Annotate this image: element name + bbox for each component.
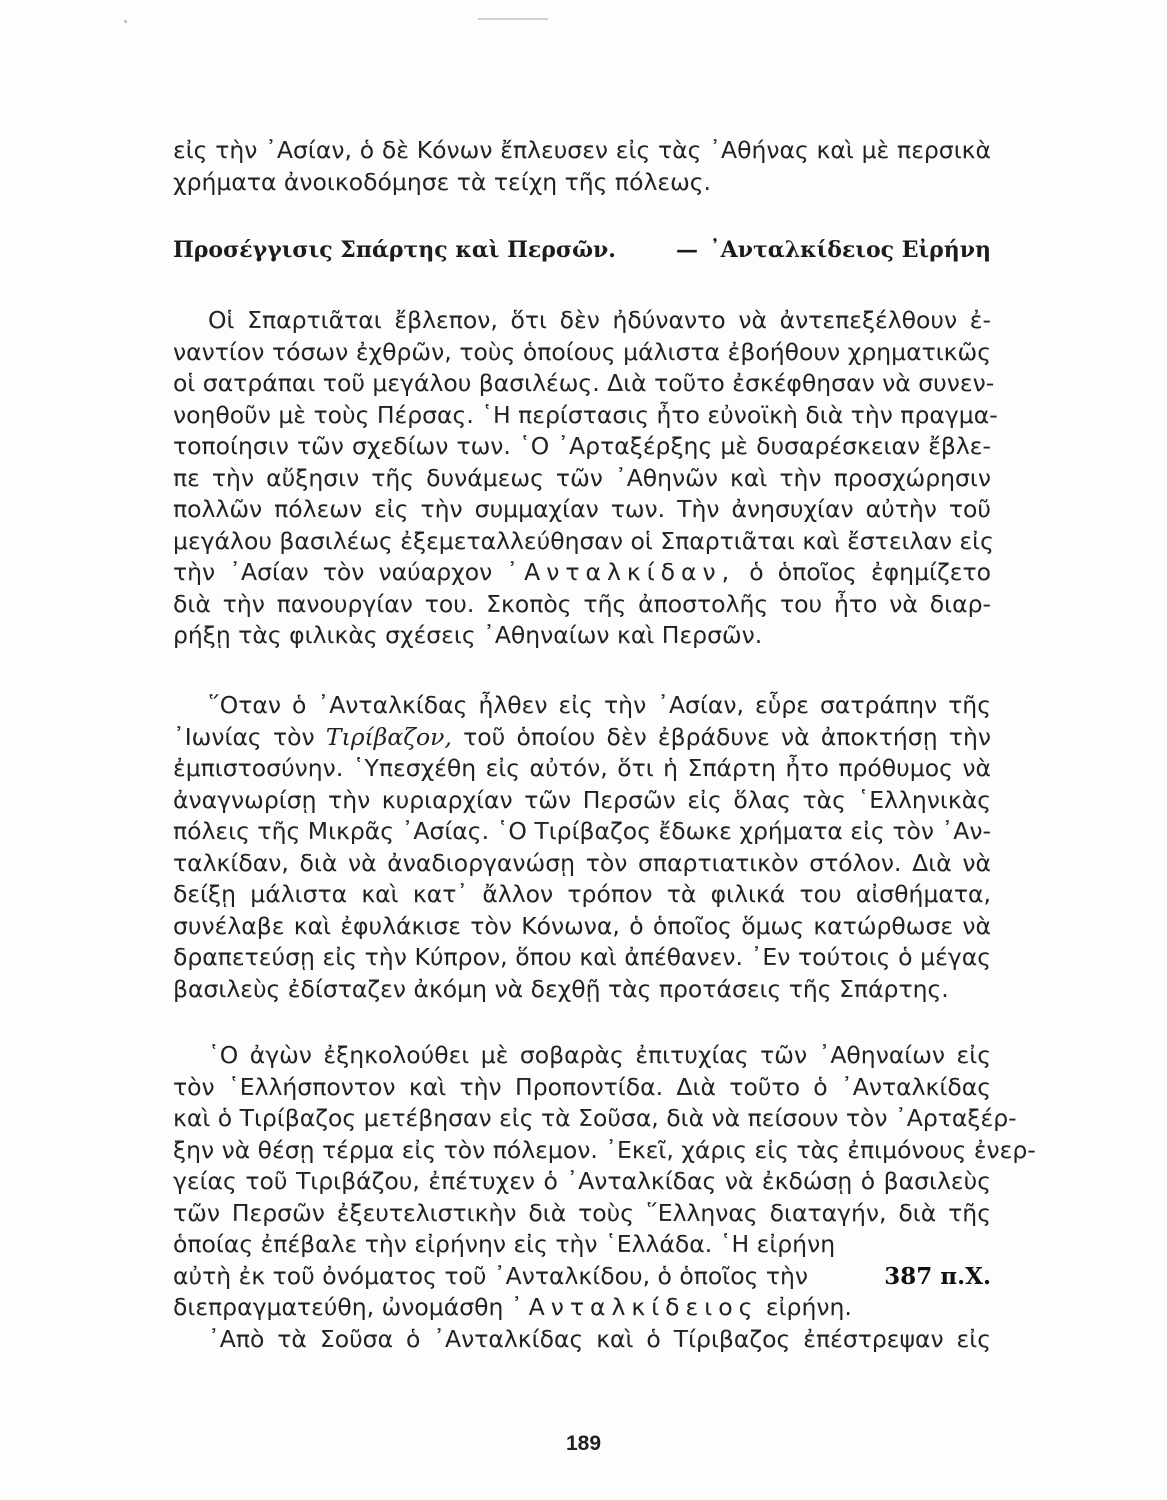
text-line: ναντίον τόσων ἐχθρῶν, τοὺς ὁποίους μάλιστα ἐβοήθουν χρηματικῶς xyxy=(173,337,991,366)
text-line: συνέλαβε καὶ ἐφυλάκισε τὸν Κόνωνα, ὁ ὁποῖος ὅμως κατώρθωσε νὰ xyxy=(173,911,991,940)
heading-subtitle: ᾿Ανταλκίδειος Εἰρήνη xyxy=(709,237,991,263)
heading-title: Προσέγγισις Σπάρτης καὶ Περσῶν. xyxy=(173,237,616,263)
text-line: ἀναγνωρίσῃ τὴν κυριαρχίαν τῶν Περσῶν εἰς ὅλας τὰς ῾Ελληνικὰς xyxy=(173,785,991,814)
text-line: διὰ τὴν πανουργίαν του. Σκοπὸς τῆς ἀποστολῆς του ἦτο νὰ διαρ- xyxy=(173,589,991,618)
text-line: ἐμπιστοσύνην. ῾Υπεσχέθη εἰς αὐτόν, ὅτι ἡ Σπάρτη ἦτο πρόθυμος νὰ xyxy=(173,754,991,782)
opening-paragraph xyxy=(173,135,991,198)
text-line: τῶν Περσῶν ἐξευτελιστικὴν διὰ τοὺς ῞Ελληνας διαταγήν, διὰ τῆς xyxy=(173,1198,991,1227)
heading-dash: — xyxy=(675,237,698,263)
text-line: πε τὴν αὔξησιν τῆς δυνάμεως τῶν ᾿Αθηνῶν καὶ τὴν προσχώρησιν xyxy=(173,463,991,492)
scan-artifact-dot xyxy=(124,20,127,23)
text-line: ὁποίας ἐπέβαλε τὴν εἰρήνην εἰς τὴν ῾Ελλάδα. ῾Η εἰρήνη xyxy=(173,1230,836,1258)
section-heading xyxy=(173,235,991,265)
spaced-name-antalkidas: ᾿Ανταλκίδαν, xyxy=(506,558,736,586)
text-line: πολλῶν πόλεων εἰς τὴν συμμαχίαν των. Τὴν ἀνησυχίαν αὐτὴν τοῦ xyxy=(173,495,991,523)
text-line: ῾Ο ἀγὼν ἐξηκολούθει μὲ σοβαρὰς ἐπιτυχίας τῶν ᾿Αθηναίων εἰς xyxy=(208,1041,991,1069)
text-line xyxy=(173,557,991,589)
margin-date-note: 387 π.Χ. xyxy=(884,1262,991,1290)
text-line: δείξῃ μάλιστα καὶ κατ᾿ ἄλλον τρόπον τὰ φιλικά του αἰσθήματα, xyxy=(173,880,991,908)
text-line: ταλκίδαν, διὰ νὰ ἀναδιοργανώσῃ τὸν σπαρτιατικὸν στόλον. Διὰ νὰ xyxy=(173,848,991,877)
text-line: ῞Οταν ὁ ᾿Ανταλκίδας ἦλθεν εἰς τὴν ᾿Ασίαν, εὗρε σατράπην τῆς xyxy=(208,691,991,719)
text-line xyxy=(173,1292,991,1324)
text-line: ᾿Απὸ τὰ Σοῦσα ὁ ᾿Ανταλκίδας καὶ ὁ Τίριβαζος ἐπέστρεψαν εἰς xyxy=(208,1324,991,1353)
paragraph-3 xyxy=(173,1040,1036,1355)
text-fragment: ᾿Ιωνίας τὸν xyxy=(173,722,315,751)
text-line-with-margin-note xyxy=(173,1261,991,1293)
text-fragment: διεπραγματεύθη, ὠνομάσθη xyxy=(173,1293,504,1321)
text-fragment: ὁ ὁποῖος ἐφημίζετο xyxy=(749,558,991,586)
text-line: χρήματα ἀνοικοδόμησε τὰ τείχη τῆς πόλεως. xyxy=(173,167,712,196)
text-line: μεγάλου βασιλέως ἐξεμεταλλεύθησαν οἱ Σπαρτιᾶται καὶ ἔστειλαν εἰς xyxy=(173,526,994,555)
text-line: οἱ σατράπαι τοῦ μεγάλου βασιλέως. Διὰ τοῦτο ἐσκέφθησαν νὰ συνεν- xyxy=(173,369,995,397)
spaced-name-antalkideios: ᾿Ανταλκίδειος xyxy=(510,1293,759,1321)
text-line: δραπετεύσῃ εἰς τὴν Κύπρον, ὅπου καὶ ἀπέθανεν. ᾿Εν τούτοις ὁ μέγας xyxy=(173,943,991,971)
text-line: Οἱ Σπαρτιᾶται ἔβλεπον, ὅτι δὲν ἠδύναντο νὰ ἀντεπεξέλθουν ἐ- xyxy=(208,306,991,334)
paragraph-1 xyxy=(173,305,998,652)
text-line: ρήξῃ τὰς φιλικὰς σχέσεις ᾿Αθηναίων καὶ Περσῶν. xyxy=(173,621,763,649)
text-line: τὸν ῾Ελλήσποντον καὶ τὴν Προποντίδα. Διὰ τοῦτο ὁ ᾿Ανταλκίδας xyxy=(173,1072,991,1101)
text-fragment: τοῦ ὁποίου δὲν ἐβράδυνε νὰ ἀποκτήσῃ τὴν xyxy=(463,722,991,751)
page-number: 189 xyxy=(565,1432,602,1455)
text-line: καὶ ὁ Τιρίβαζος μετέβησαν εἰς τὰ Σοῦσα, διὰ νὰ πείσουν τὸν ᾿Αρταξέρ- xyxy=(173,1104,1017,1132)
text-line xyxy=(173,722,991,754)
text-fragment: εἰρήνη. xyxy=(765,1293,852,1321)
text-line: νοηθοῦν μὲ τοὺς Πέρσας. ῾Η περίστασις ἦτο εὐνοϊκὴ διὰ τὴν πραγμα- xyxy=(173,400,998,429)
text-line: βασιλεὺς ἐδίσταζεν ἀκόμη νὰ δεχθῇ τὰς προτάσεις τῆς Σπάρτης. xyxy=(173,974,949,1003)
text-line: γείας τοῦ Τιριβάζου, ἐπέτυχεν ὁ ᾿Ανταλκίδας νὰ ἐκδώσῃ ὁ βασιλεὺς xyxy=(173,1167,991,1195)
text-fragment: τὴν ᾿Ασίαν τὸν ναύαρχον xyxy=(173,558,493,586)
text-fragment: αὐτὴ ἐκ τοῦ ὀνόματος τοῦ ᾿Ανταλκίδου, ὁ ὁποῖος τὴν xyxy=(173,1261,809,1290)
text-line: ξην νὰ θέσῃ τέρμα εἰς τὸν πόλεμον. ᾿Εκεῖ, χάρις εἰς τὰς ἐπιμόνους ἐνερ- xyxy=(173,1135,1036,1164)
text-line: τοποίησιν τῶν σχεδίων των. ῾Ο ᾿Αρταξέρξης μὲ δυσαρέσκειαν ἔβλε- xyxy=(173,432,991,460)
text-line: εἰς τὴν ᾿Ασίαν, ὁ δὲ Κόνων ἔπλευσεν εἰς τὰς ᾿Αθήνας καὶ μὲ περσικὰ xyxy=(173,136,991,164)
paragraph-2 xyxy=(173,690,991,1005)
scan-artifact xyxy=(478,18,548,20)
text-line: πόλεις τῆς Μικρᾶς ᾿Ασίας. ῾Ο Τιρίβαζος ἔδωκε χρήματα εἰς τὸν ᾿Αν- xyxy=(173,817,991,845)
italic-name-tiribazos: Τιρίβαζον, xyxy=(325,722,452,751)
